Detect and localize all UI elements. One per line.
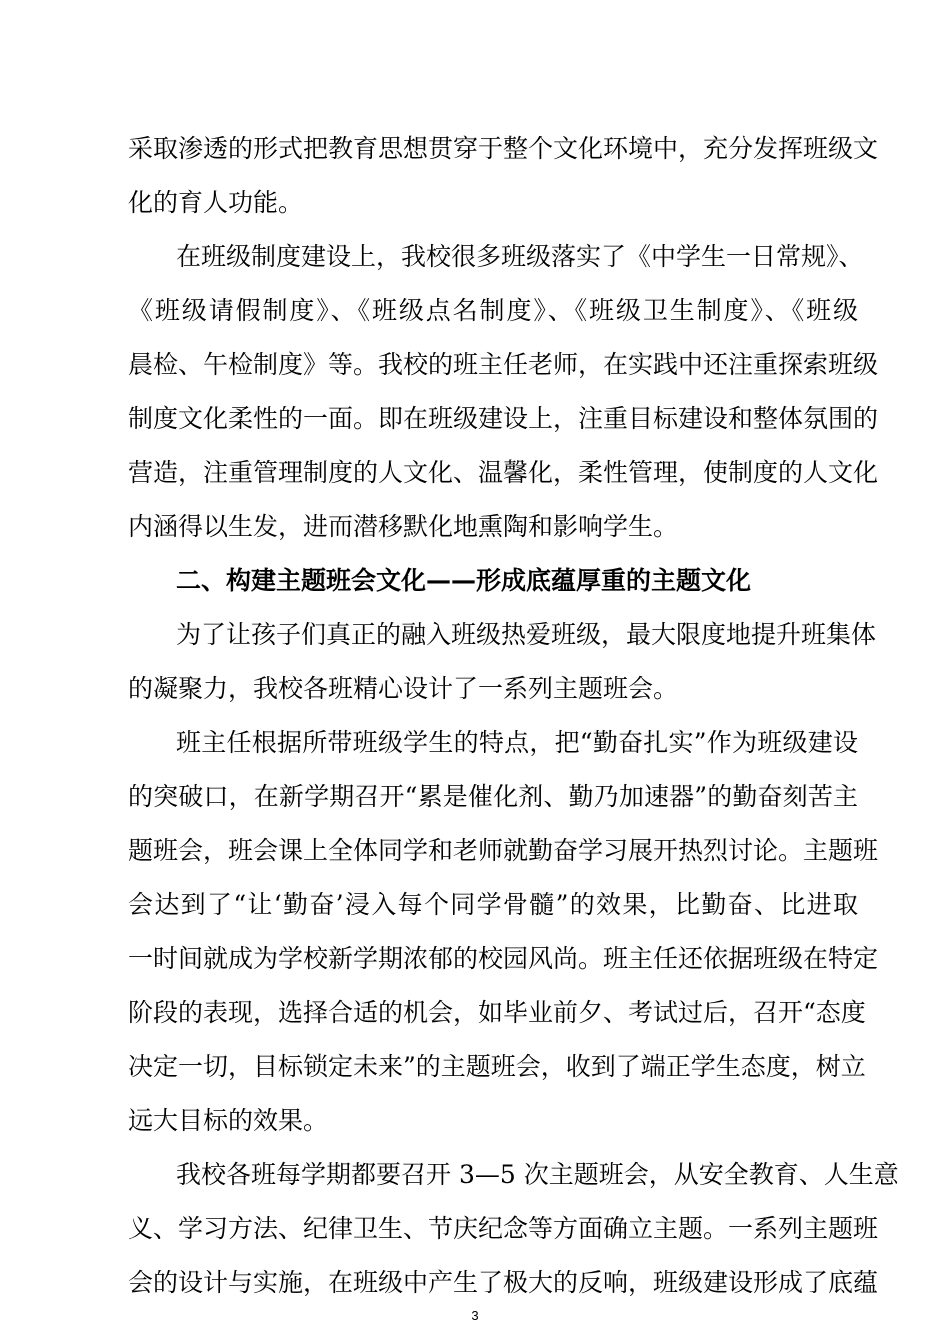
paragraph-4-line-6: 阶段的表现，选择合适的机会，如毕业前夕、考试过后，召开“态度	[128, 998, 866, 1027]
paragraph-4-line-8: 远大目标的效果。	[128, 1106, 329, 1135]
paragraph-4-line-7: 决定一切，目标锁定未来”的主题班会，收到了端正学生态度，树立	[128, 1052, 866, 1081]
paragraph-2-line-4: 制度文化柔性的一面。即在班级建设上，注重目标建设和整体氛围的	[128, 404, 879, 433]
paragraph-3-line-1: 为了让孩子们真正的融入班级热爱班级，最大限度地提升班集体	[176, 620, 877, 649]
paragraph-2-line-2: 《班级请假制度》、《班级点名制度》、《班级卫生制度》、《班级	[128, 296, 858, 325]
page-number: 3	[471, 1308, 479, 1323]
paragraph-4-line-5: 一时间就成为学校新学期浓郁的校园风尚。班主任还依据班级在特定	[128, 944, 879, 973]
section-heading: 二、构建主题班会文化——形成底蕴厚重的主题文化	[176, 566, 752, 595]
paragraph-4-line-4: 会达到了“让‘勤奋’浸入每个同学骨髓”的效果，比勤奋、比进取	[128, 890, 858, 919]
paragraph-1-line-1: 采取渗透的形式把教育思想贯穿于整个文化环境中，充分发挥班级文	[128, 134, 879, 163]
paragraph-1-line-2: 化的育人功能。	[128, 188, 304, 217]
paragraph-5-line-2: 义、学习方法、纪律卫生、节庆纪念等方面确立主题。一系列主题班	[128, 1214, 879, 1243]
paragraph-5-line-3: 会的设计与实施，在班级中产生了极大的反响，班级建设形成了底蕴	[128, 1268, 879, 1297]
paragraph-4-line-3: 题班会，班会课上全体同学和老师就勤奋学习展开热烈讨论。主题班	[128, 836, 879, 865]
paragraph-5-line-1: 我校各班每学期都要召开 3—5 次主题班会，从安全教育、人生意	[176, 1160, 899, 1189]
paragraph-4-line-2: 的突破口，在新学期召开“累是催化剂、勤乃加速器”的勤奋刻苦主	[128, 782, 858, 811]
paragraph-2-line-1: 在班级制度建设上，我校很多班级落实了《中学生一日常规》、	[176, 242, 864, 271]
paragraph-2-line-6: 内涵得以生发，进而潜移默化地熏陶和影响学生。	[128, 512, 679, 541]
paragraph-4-line-1: 班主任根据所带班级学生的特点，把“勤奋扎实”作为班级建设	[176, 728, 858, 757]
paragraph-2-line-5: 营造，注重管理制度的人文化、温馨化，柔性管理，使制度的人文化	[128, 458, 879, 487]
paragraph-3-line-2: 的凝聚力，我校各班精心设计了一系列主题班会。	[128, 674, 679, 703]
paragraph-2-line-3: 晨检、午检制度》等。我校的班主任老师，在实践中还注重探索班级	[128, 350, 879, 379]
